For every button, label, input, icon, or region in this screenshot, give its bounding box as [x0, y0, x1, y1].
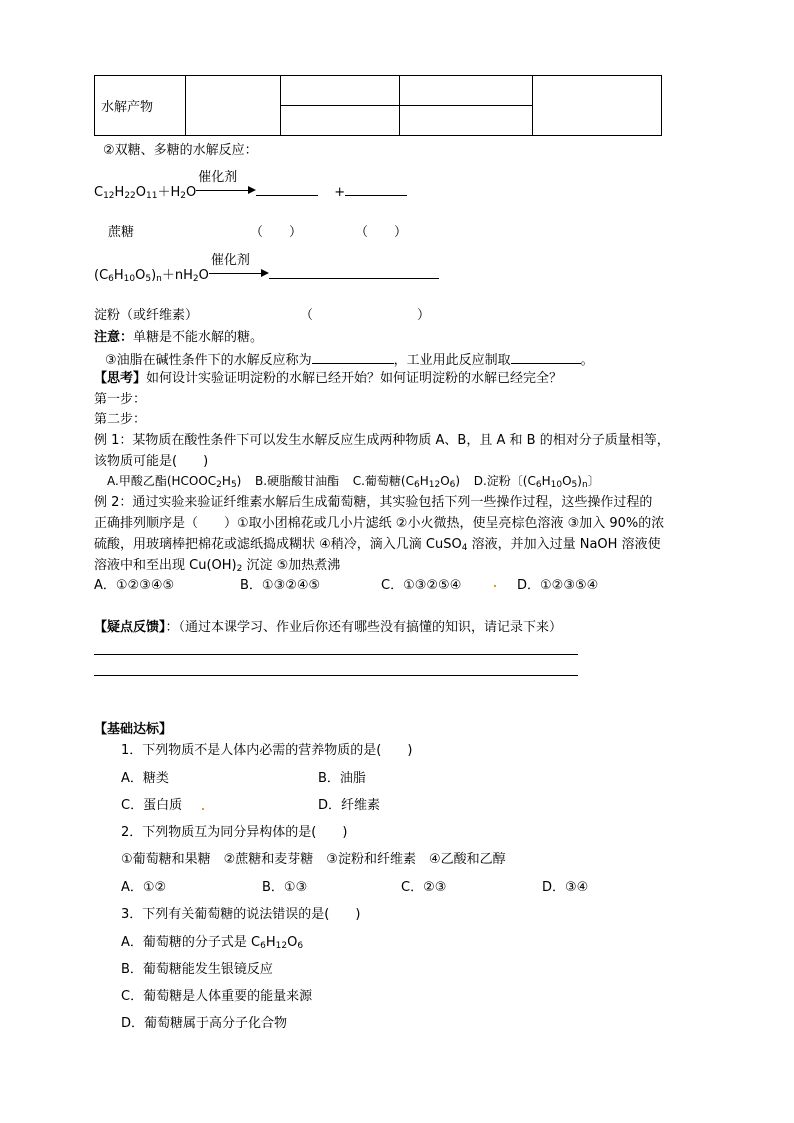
- reaction-arrow-icon: [196, 170, 256, 196]
- example2-text: 硫酸，用玻璃棒把棉花或滤纸捣成糊状 ④稍冷，滴入几滴 CuSO$_4$ 溶液，并加入过量 NaOH 溶液使: [94, 537, 661, 553]
- option-a[interactable]: A．①②: [121, 880, 167, 895]
- option-b[interactable]: B.硬脂酸甘油酯: [255, 474, 340, 488]
- think-label: 【思考】: [94, 371, 147, 386]
- paren-blank[interactable]: （ ）: [250, 225, 303, 240]
- option-b[interactable]: B．①③②④⑤: [240, 578, 321, 593]
- answer-blank[interactable]: [511, 351, 581, 364]
- example2-text: 例 2：通过实验来验证纤维素水解后生成葡萄糖，其实验包括下列一些操作过程，这些操作过程的: [94, 495, 653, 510]
- feedback-line[interactable]: [94, 654, 578, 655]
- option-c[interactable]: C．葡萄糖是人体重要的能量来源: [121, 989, 313, 1004]
- answer-blank[interactable]: [312, 351, 394, 364]
- catalyst-label: 催化剂: [210, 253, 250, 268]
- table-cell: [400, 106, 533, 136]
- stray-dot: [494, 585, 496, 587]
- table-cell: [533, 76, 662, 136]
- feedback-prompt: [94, 620, 562, 636]
- option-a[interactable]: A．①②③④⑤: [94, 578, 175, 593]
- answer-blank[interactable]: [345, 183, 407, 196]
- option-b[interactable]: B．①③: [262, 880, 308, 895]
- option-a[interactable]: A.甲酸乙酯$(HCOOC_2H_5)$: [107, 474, 242, 490]
- note-text: 单糖是不能水解的糖。: [133, 330, 264, 345]
- option-d[interactable]: D．纤维素: [318, 798, 381, 813]
- question-3: 3．下列有关葡萄糖的说法错误的是( ): [121, 907, 361, 922]
- option-d[interactable]: D．葡萄糖属于高分子化合物: [121, 1016, 288, 1031]
- reaction-arrow-icon: [209, 253, 269, 279]
- stray-dot: [202, 808, 204, 810]
- option-d[interactable]: D.淀粉〔$(C_6H_{10}O_5)_n$〕: [473, 474, 600, 490]
- basic-section-label: 【基础达标】: [94, 722, 173, 737]
- think-text: 如何设计实验证明淀粉的水解已经开始？如何证明淀粉的水解已经完全？: [146, 371, 563, 386]
- example1-question: 该物质可能是( ): [94, 454, 209, 469]
- option-a[interactable]: A．糖类: [121, 771, 169, 786]
- answer-blank[interactable]: [269, 266, 439, 279]
- paren-blank[interactable]: （ ）: [355, 225, 408, 240]
- option-c[interactable]: C．蛋白质: [121, 798, 183, 813]
- option-a[interactable]: A．葡萄糖的分子式是 $C_6H_{12}O_6$: [121, 935, 304, 951]
- option-d[interactable]: D．①②③⑤④: [517, 578, 599, 593]
- sucrose-label: 蔗糖: [108, 225, 135, 240]
- example2-text: 正确排列顺序是（ ）①取小团棉花或几小片滤纸 ②小火微热，使呈亮棕色溶液 ③加入 90%的浓: [94, 516, 665, 531]
- catalyst-label: 催化剂: [198, 170, 238, 185]
- starch-label: 淀粉（或纤维素）: [94, 308, 199, 323]
- step-one: 第一步：: [94, 392, 147, 407]
- plus-sign: +: [334, 185, 346, 200]
- note: [94, 330, 263, 346]
- think-question: [94, 371, 562, 387]
- note-label: 注意：: [94, 330, 134, 345]
- table-cell: [186, 76, 281, 136]
- feedback-line[interactable]: [94, 675, 578, 676]
- option-c[interactable]: C.葡萄糖$(C_6H_{12}O_6)$: [352, 474, 461, 490]
- example1-text: 例 1：某物质在酸性条件下可以发生水解反应生成两种物质 A、B，且 A 和 B 的相对分子质量相等，: [94, 433, 670, 448]
- section-heading: ②双糖、多糖的水解反应：: [103, 143, 258, 158]
- equation-left: $C_{12}H_{22}O_{11}+H_2O$: [94, 185, 197, 201]
- feedback-label: 【疑点反馈】: [94, 620, 166, 635]
- equation-starch: [94, 253, 439, 284]
- fat-text-b: ，工业用此反应制取: [393, 353, 511, 368]
- option-c[interactable]: C．②③: [401, 880, 447, 895]
- example1-options: [107, 474, 600, 489]
- option-b[interactable]: B．油脂: [318, 771, 366, 786]
- hydrolysis-table: [94, 75, 662, 136]
- option-b[interactable]: B．葡萄糖能发生银镜反应: [121, 962, 273, 977]
- paren-blank[interactable]: （ ）: [300, 308, 431, 323]
- example2-text: 溶液中和至出现 $Cu(OH)_2$ 沉淀 ⑤加热煮沸: [94, 558, 341, 574]
- step-two: 第二步：: [94, 412, 147, 427]
- question-2-items: ①葡萄糖和果糖 ②蔗糖和麦芽糖 ③淀粉和纤维素 ④乙酸和乙醇: [121, 852, 506, 867]
- answer-blank[interactable]: [256, 183, 318, 196]
- equation-left: $(C_6H_{10}O_5)_n+nH_2O$: [94, 268, 209, 284]
- question-2: 2．下列物质互为同分异构体的是( ): [121, 825, 348, 840]
- equation-sucrose: [94, 170, 407, 201]
- option-d[interactable]: D．③④: [542, 880, 589, 895]
- table-cell: [281, 106, 400, 136]
- fat-hydrolysis: [105, 351, 594, 369]
- table-row-label: 水解产物: [95, 76, 186, 136]
- feedback-text: ：（通过本课学习、作业后你还有哪些没有搞懂的知识，请记录下来）: [165, 620, 563, 635]
- question-1: 1．下列物质不是人体内必需的营养物质的是( ): [121, 743, 413, 758]
- fat-text-a: ③油脂在碱性条件下的水解反应称为: [105, 353, 312, 368]
- table-cell: [281, 76, 400, 106]
- option-c[interactable]: C．①③②⑤④: [381, 578, 462, 593]
- table-cell: [400, 76, 533, 106]
- fat-text-c: 。: [580, 353, 594, 368]
